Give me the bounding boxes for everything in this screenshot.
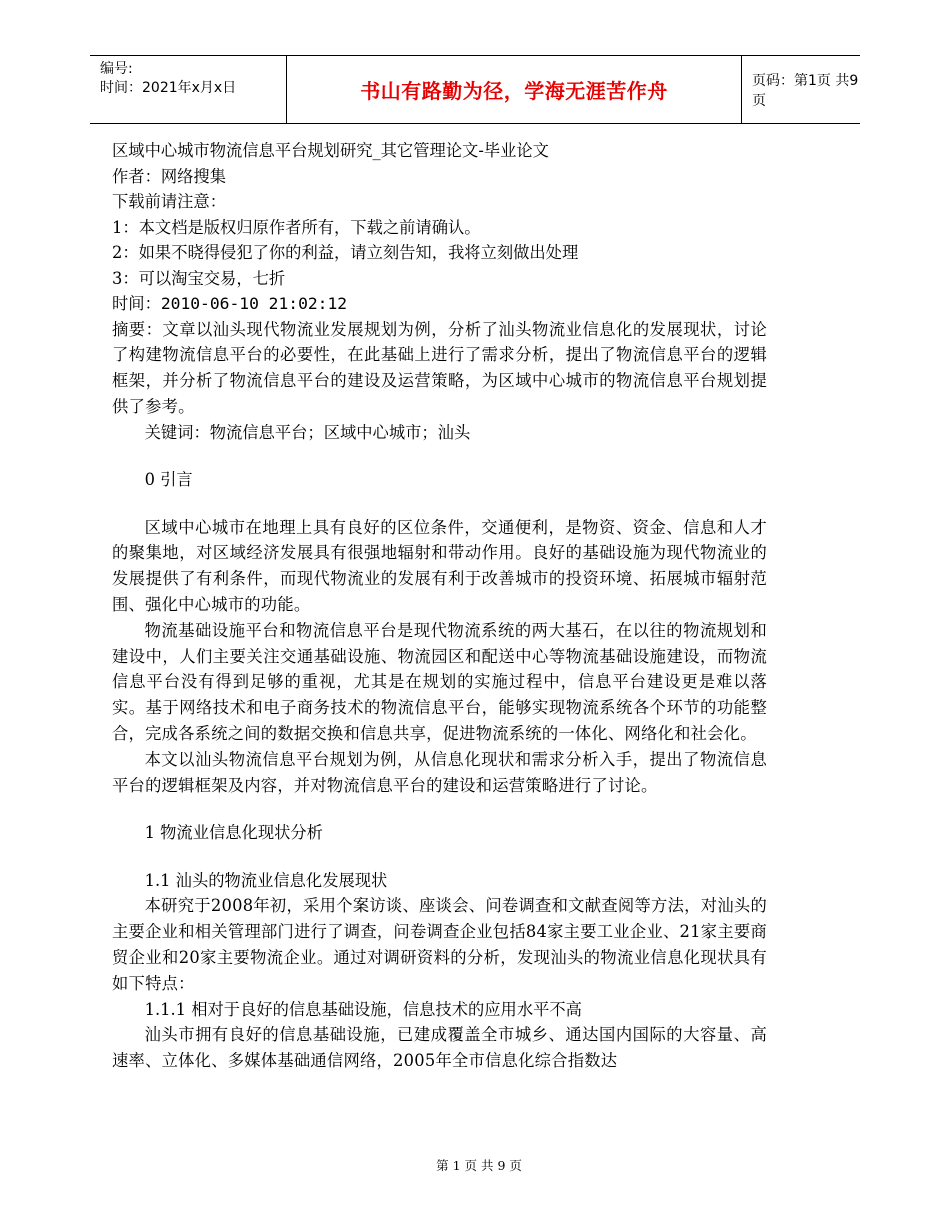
document-body	[112, 138, 767, 1074]
header-motto: 书山有路勤为径，学海无涯苦作舟	[286, 56, 742, 123]
time-label: 时间：2021年x月x日	[100, 80, 237, 96]
paragraph: 本文以汕头物流信息平台规划为例，从信息化现状和需求分析入手，提出了物流信息平台的逻辑框架及内容，并对物流信息平台的建设和运营策略进行了讨论。	[112, 749, 767, 795]
page-footer: 第 1 页 共 9 页	[436, 1158, 522, 1173]
doc-time: 时间：2010-06-10 21:02:12	[112, 294, 348, 313]
paragraph: 物流基础设施平台和物流信息平台是现代物流系统的两大基石，在以往的物流规划和建设中，人们主要关注交通基础设施、物流园区和配送中心等物流基础设施建设，而物流信息平台没有得到足够的重视，尤其是在规划的实施过程中，信息平台建设更是难以落实。基于网络技术和电子商务技术的物流信息平台，能够实现物流系统各个环节的功能整合，完成各系统之间的数据交换和信息共享，促进物流系统的一体化、网络化和社会化。	[112, 620, 767, 744]
doc-author: 作者：网络搜集	[112, 166, 226, 186]
section-heading-0: 0 引言	[144, 470, 193, 490]
paragraph: 汕头市拥有良好的信息基础设施，已建成覆盖全市城乡、通达国内国际的大容量、高速率、立体化、多媒体基础通信网络，2005年全市信息化综合指数达	[112, 1025, 767, 1070]
notice-heading: 下载前请注意：	[112, 192, 226, 211]
header-meta	[100, 60, 282, 98]
header-page-info: 页码：第1页 共9页	[752, 72, 859, 109]
notice-item-3: 3：可以淘宝交易，七折	[112, 268, 286, 288]
number-label: 编号:	[100, 61, 133, 77]
page-header	[90, 55, 860, 124]
doc-title: 区域中心城市物流信息平台规划研究_其它管理论文-毕业论文	[112, 141, 549, 160]
section-heading-1-1-1: 1.1.1 相对于良好的信息基础设施，信息技术的应用水平不高	[144, 999, 582, 1019]
abstract: 摘要：文章以汕头现代物流业发展规划为例，分析了汕头物流业信息化的发展现状，讨论了构建物流信息平台的必要性，在此基础上进行了需求分析，提出了物流信息平台的逻辑框架，并分析了物流信息平台的建设及运营策略，为区域中心城市的物流信息平台规划提供了参考。	[112, 319, 767, 416]
keywords: 关键词：物流信息平台；区域中心城市；汕头	[144, 422, 471, 442]
section-heading-1-1: 1.1 汕头的物流业信息化发展现状	[144, 870, 388, 890]
notice-item-2: 2：如果不晓得侵犯了你的利益，请立刻告知，我将立刻做出处理	[112, 243, 579, 262]
paragraph: 本研究于2008年初，采用个案访谈、座谈会、问卷调查和文献查阅等方法，对汕头的主要企业和相关管理部门进行了调查，问卷调查企业包括84家主要工业企业、21家主要商贸企业和20家主要物流企业。通过对调研资料的分析，发现汕头的物流业信息化现状具有如下特点：	[112, 896, 767, 993]
paragraph: 区域中心城市在地理上具有良好的区位条件，交通便利，是物资、资金、信息和人才的聚集地，对区域经济发展具有很强地辐射和带动作用。良好的基础设施为现代物流业的发展提供了有利条件，而现代物流业的发展有利于改善城市的投资环境、拓展城市辐射范围、强化中心城市的功能。	[112, 517, 767, 615]
notice-item-1: 1：本文档是版权归原作者所有，下载之前请确认。	[112, 217, 481, 237]
section-heading-1: 1 物流业信息化现状分析	[144, 823, 323, 843]
